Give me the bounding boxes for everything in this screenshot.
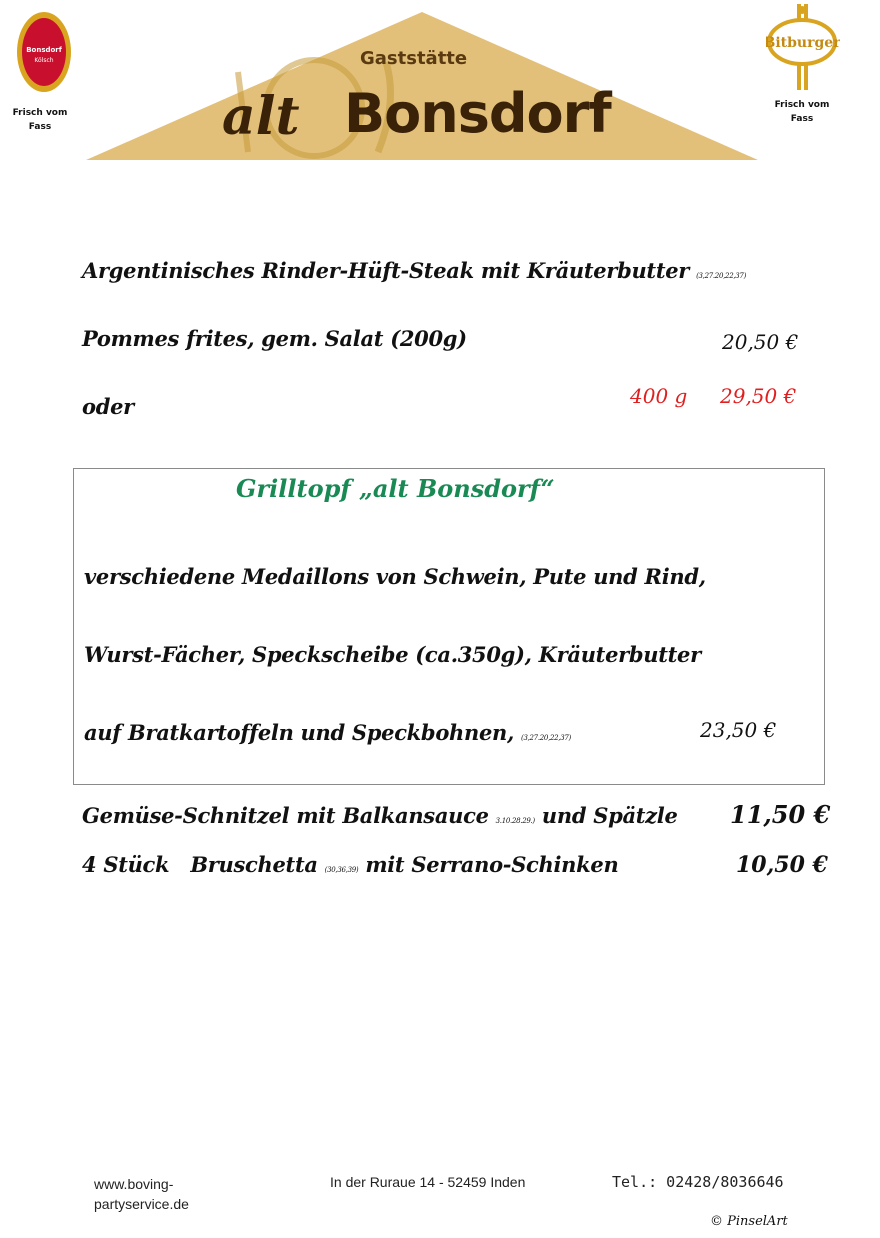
footer-address: In der Ruraue 14 - 52459 Inden [330, 1174, 526, 1190]
steak-title-text: Argentinisches Rinder-Hüft-Steak mit Kräuterbutter [82, 258, 690, 283]
menu-item-bruschetta-price: 10,50 € [736, 852, 828, 878]
grilltopf-line2: Wurst-Fächer, Speckscheibe (ca.350g), Kräuterbutter [84, 642, 701, 667]
header-name-main: Bonsdorf [344, 82, 611, 145]
steak-alt-label: oder [82, 394, 134, 419]
grilltopf-line3-text: auf Bratkartoffeln und Speckbohnen, [84, 720, 514, 745]
bonsdorf-koelsch-logo [14, 12, 74, 98]
right-caption: Frisch vom Fass [774, 100, 830, 124]
menu-item-schnitzel-price: 11,50 € [730, 800, 831, 829]
header-name-prefix: alt [222, 86, 300, 147]
grilltopf-line3 [84, 720, 571, 745]
item-text-before: Gemüse-Schnitzel mit Balkansauce [82, 803, 489, 828]
grilltopf-allergens: (3,27.20,22,37) [521, 734, 571, 742]
svg-text:Kölsch: Kölsch [34, 57, 54, 64]
svg-text:Bitburger: Bitburger [766, 35, 840, 51]
item-text-after: und Spätzle [541, 803, 678, 828]
steak-alt-weight: 400 g [630, 384, 688, 408]
grilltopf-price: 23,50 € [700, 718, 777, 742]
item-text-before: 4 Stück Bruschetta [82, 852, 318, 877]
bitburger-logo [766, 2, 840, 92]
grilltopf-title: Grilltopf „alt Bonsdorf“ [236, 474, 555, 503]
left-caption: Frisch vom Fass [12, 108, 68, 132]
footer-tel: Tel.: 02428/8036646 [612, 1173, 784, 1191]
item-allergens: (30,36,39) [324, 866, 359, 874]
svg-text:Bonsdorf: Bonsdorf [26, 46, 62, 54]
footer-website-line2[interactable]: partyservice.de [94, 1196, 189, 1212]
header-subtitle: Gaststätte [360, 48, 468, 69]
footer-website-line1[interactable]: www.boving- [94, 1176, 174, 1192]
footer-website[interactable] [94, 1174, 189, 1214]
steak-allergens: (3,27.20,22,37) [696, 272, 747, 280]
menu-item-bruschetta [82, 852, 618, 877]
steak-alt-price: 29,50 € [720, 384, 797, 408]
item-text-after: mit Serrano-Schinken [365, 852, 619, 877]
steak-title [82, 258, 746, 283]
menu-item-schnitzel [82, 803, 678, 828]
item-allergens: 3.10.28.29.) [495, 817, 535, 825]
footer-copyright: © PinselArt [710, 1214, 788, 1229]
steak-sides: Pommes frites, gem. Salat (200g) [82, 326, 467, 351]
grilltopf-line1: verschiedene Medaillons von Schwein, Pute und Rind, [84, 564, 706, 589]
steak-price-200: 20,50 € [722, 330, 799, 354]
